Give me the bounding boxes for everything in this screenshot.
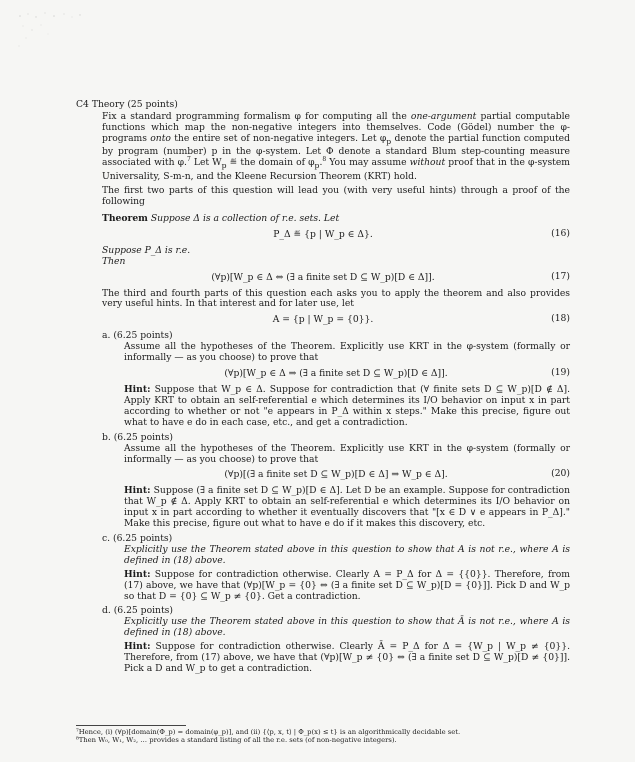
equation-number: (20) [551, 468, 570, 480]
equation-number: (18) [551, 313, 570, 325]
equation-20 [102, 469, 570, 482]
suppose-text: Suppose P_Δ is r.e. [102, 244, 191, 256]
hint-label: Hint: [124, 568, 151, 580]
hint-c [124, 570, 570, 603]
equation-16 [76, 229, 570, 242]
hint-label: Hint: [124, 384, 151, 396]
equation-body: (∀p)[W_p ∈ Δ ⇒ (∃ a finite set D ⊆ W_p)[D ∈ Δ]]. [224, 368, 448, 380]
question-title: Theory (25 points) [91, 99, 178, 110]
equation-body: A = {p | W_p = {0}}. [272, 314, 374, 326]
equation-18 [76, 314, 570, 327]
hint-d [124, 642, 570, 675]
footnotes [76, 725, 570, 744]
then-text: Then [102, 255, 126, 267]
hint-text: Suppose for contradiction otherwise. Clearly A = P_Δ for Δ = {{0}}. Therefore, from (17) above, we have that (∀p)[W_p = {0} ⇔ (∃ a finite set D ⊆ W_p)[D = {0}]]. Pick D and W_p so that D = {0} ⊆ W_p ≠ {0}. Get a contradiction. [124, 568, 570, 602]
part-body: Assume all the hypotheses of the Theorem. Explicitly use KRT in the φ-system (formally or informally — as you choose) to prove that [124, 341, 570, 364]
part-body: Explicitly use the Theorem stated above in this question to show that Ā is not r.e., where A is defined in (18) above. [124, 616, 570, 639]
part-label: c. (6.25 points) [102, 533, 173, 545]
hint-label: Hint: [124, 641, 151, 653]
question-body [76, 100, 570, 675]
part-c [102, 534, 570, 602]
part-label: b. (6.25 points) [102, 431, 173, 443]
part-body: Explicitly use the Theorem stated above in this question to show that A is not r.e., where A is defined in (18) above. [124, 543, 570, 566]
theorem-statement [102, 214, 570, 225]
footnote-7: ⁷Hence, (i) (∀p)[domain(Φ_p) = domain(φ_p)], and (ii) {⟨p, x, t⟩ | Φ_p(x) ≤ t} is an algorithmically decidable set. [76, 728, 461, 736]
hint-a [124, 385, 570, 429]
part-d [102, 606, 570, 674]
part-label: a. (6.25 points) [102, 330, 173, 342]
part-label: d. (6.25 points) [102, 605, 173, 617]
theorem-label: Theorem [102, 212, 148, 224]
equation-17 [76, 272, 570, 285]
footnote-rule [76, 725, 186, 726]
equation-19 [102, 368, 570, 381]
equation-number: (19) [551, 367, 570, 379]
third-fourth-intro: The third and fourth parts of this question each asks you to apply the theorem and also provides very useful hints. In that interest and for later use, let [102, 287, 570, 310]
hint-b [124, 486, 570, 530]
theorem-text: Suppose Δ is a collection of r.e. sets. Let [150, 212, 340, 224]
part-b [102, 433, 570, 530]
question-heading [76, 100, 570, 111]
equation-number: (16) [551, 227, 570, 239]
equation-body: (∀p)[W_p ∈ Δ ⇔ (∃ a finite set D ⊆ W_p)[D ∈ Δ]]. [211, 271, 435, 283]
footnote-8: ⁸Then W₀, W₁, W₂, … provides a standard listing of all the r.e. sets (of non-negative integers). [76, 736, 397, 744]
hint-text: Suppose for contradiction otherwise. Clearly Ā = P_Δ for Δ = {W_p | W_p ≠ {0}}. Therefore, from (17) above, we have that (∀p)[W_p ≠ {0} ⇔ (∃ a finite set D ⊆ W_p)[D ≠ {0}]]. Pick a D and W_p to get a contradiction. [124, 641, 570, 674]
hint-text: Suppose that W_p ∈ Δ. Suppose for contradiction that (∀ finite sets D ⊆ W_p)[D ∉ Δ]. Apply KRT to obtain an self-referential e which determines its I/O behavior on input x in part according to whether or not "e appears in P_Δ within x steps." Make this precise, figure out what to have e do in each case, etc., and get a contradiction. [124, 384, 570, 428]
question-label: C4 [76, 99, 89, 110]
intro-block [102, 112, 570, 208]
intro-paragraph: Fix a standard programming formalism φ for computing all the one-argument partial computable functions which map the non-negative integers into themselves. Code (Gödel) number the φ-programs onto the entire set of non-negative integers. Let $\varphi_p$ denote the partial function computed by program (number) p in the φ-system. Let Φ denote a standard Blum step-counting measure associated with φ.$^7$ Let $W_p$ ≝ the domain of $\varphi_p.^8$ You may assume without proof that in the φ-system Universality, S-m-n, and the Kleene Recursion Theorem (KRT) hold. [102, 110, 570, 183]
hint-text: Suppose (∃ a finite set D ⊆ W_p)[D ∈ Δ]. Let D be an example. Suppose for contradiction that W_p ∉ Δ. Apply KRT to obtain an self-referential e which determines its I/O behavior on input x in part according to whether it eventually discovers that "[x ∈ D ∨ e appears in P_Δ]." Make this precise, figure out what to have e do if it makes this discovery, etc. [124, 485, 570, 530]
scan-smudge [14, 8, 104, 52]
part-a [102, 331, 570, 428]
part-body: Assume all the hypotheses of the Theorem. Explicitly use KRT in the φ-system (formally or informally — as you choose) to prove that [124, 442, 570, 465]
equation-body: (∀p)[(∃ a finite set D ⊆ W_p)[D ∈ Δ] ⇒ W_p ∈ Δ]. [224, 469, 448, 481]
theorem-hypothesis [102, 246, 570, 268]
equation-body: P_Δ ≝ {p | W_p ∈ Δ}. [273, 228, 373, 240]
intro-paragraph-2: The first two parts of this question will lead you (with very useful hints) through a proof of the following [102, 185, 570, 207]
hint-label: Hint: [124, 485, 151, 497]
equation-number: (17) [551, 270, 570, 282]
